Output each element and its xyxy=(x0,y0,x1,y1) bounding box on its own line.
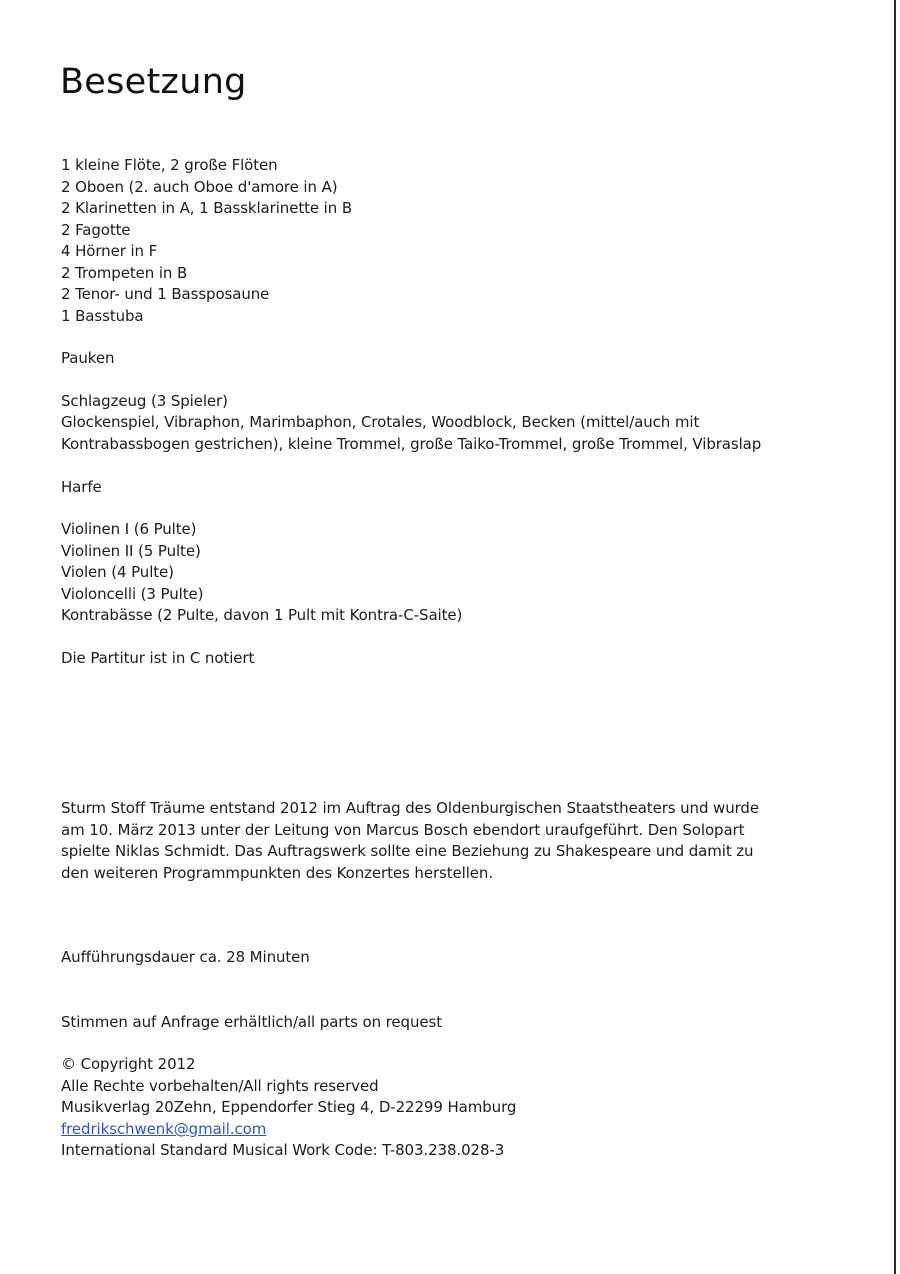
percussion-line: Kontrabassbogen gestrichen), kleine Trommel, große Taiko-Trommel, große Trommel, Vibraslap xyxy=(61,435,762,453)
rights-line: Alle Rechte vorbehalten/All rights reserved xyxy=(61,1077,379,1095)
winds-line: 4 Hörner in F xyxy=(61,242,158,260)
strings-line: Violinen I (6 Pulte) xyxy=(61,520,197,538)
percussion-line: Glockenspiel, Vibraphon, Marimbaphon, Crotales, Woodblock, Becken (mittel/auch mit xyxy=(61,413,700,431)
duration-line: Aufführungsdauer ca. 28 Minuten xyxy=(61,948,310,966)
parts-note: Stimmen auf Anfrage erhältlich/all parts on request xyxy=(61,1013,443,1031)
winds-line: 2 Klarinetten in A, 1 Bassklarinette in B xyxy=(61,199,353,217)
about-line: den weiteren Programmpunkten des Konzertes herstellen. xyxy=(61,864,493,882)
about-line: am 10. März 2013 unter der Leitung von Marcus Bosch ebendort uraufgeführt. Den Solopart xyxy=(61,821,745,839)
strings-line: Violinen II (5 Pulte) xyxy=(61,542,201,560)
strings-line: Violoncelli (3 Pulte) xyxy=(61,585,204,603)
harp-line: Harfe xyxy=(61,478,102,496)
timpani-line: Pauken xyxy=(61,349,115,367)
winds-line: 1 Basstuba xyxy=(61,307,144,325)
winds-line: 2 Fagotte xyxy=(61,221,131,239)
strings-line: Violen (4 Pulte) xyxy=(61,563,174,581)
notation-note: Die Partitur ist in C notiert xyxy=(61,649,255,667)
email-link[interactable]: fredrikschwenk@gmail.com xyxy=(61,1120,267,1138)
winds-line: 2 Trompeten in B xyxy=(61,264,188,282)
publisher-line: Musikverlag 20Zehn, Eppendorfer Stieg 4, D-22299 Hamburg xyxy=(61,1098,517,1116)
winds-line: 2 Tenor- und 1 Bassposaune xyxy=(61,285,270,303)
about-line: Sturm Stoff Träume entstand 2012 im Auftrag des Oldenburgischen Staatstheaters und wurde xyxy=(61,799,759,817)
about-line: spielte Niklas Schmidt. Das Auftragswerk sollte eine Beziehung zu Shakespeare und damit zu xyxy=(61,842,754,860)
copyright-notice: © Copyright 2012 xyxy=(61,1055,196,1073)
page-title: Besetzung xyxy=(60,62,247,102)
winds-line: 1 kleine Flöte, 2 große Flöten xyxy=(61,156,278,174)
work-code-line: International Standard Musical Work Code: T-803.238.028-3 xyxy=(61,1141,505,1159)
winds-line: 2 Oboen (2. auch Oboe d'amore in A) xyxy=(61,178,338,196)
strings-line: Kontrabässe (2 Pulte, davon 1 Pult mit Kontra-C-Saite) xyxy=(61,606,463,624)
percussion-heading: Schlagzeug (3 Spieler) xyxy=(61,392,228,410)
